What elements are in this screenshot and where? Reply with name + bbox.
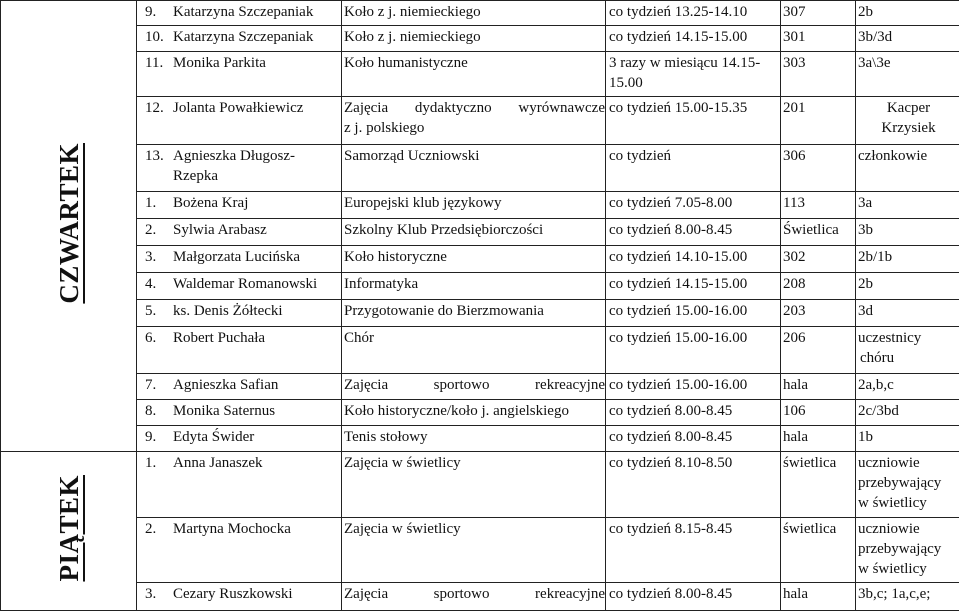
teacher-cell [137,326,342,373]
teacher-cell [137,451,342,518]
room-cell: 203 [781,299,856,326]
group-cell: 3b/3d [856,25,959,51]
room-cell: 307 [781,1,856,26]
teacher-cell [137,373,342,399]
group-cell: 3a\3e [856,51,959,96]
table-row [1,373,959,399]
group-line: chóru [860,349,895,366]
teacher-name: Agnieszka Safian [173,376,279,393]
teacher-name-line: Rzepka [173,167,218,184]
group-cell: 3b,c; 1a,c,e; [856,582,959,610]
teacher-name: ks. Denis Żółtecki [173,302,283,319]
activity-cell [342,373,606,399]
activity-cell: Zajęcia w świetlicy [342,451,606,518]
room-cell: Świetlica [781,218,856,245]
time-cell: co tydzień 15.00-16.00 [606,373,781,399]
day-cell-friday [1,451,137,610]
teacher-cell [137,51,342,96]
group-cell: 2b [856,1,959,26]
activity-cell [342,582,606,610]
room-cell: 106 [781,399,856,425]
teacher-cell [137,299,342,326]
room-cell: 302 [781,245,856,272]
group-line: uczestnicy [858,329,922,346]
row-number: 8. [145,402,157,419]
teacher-cell [137,218,342,245]
table-row [1,582,959,610]
group-cell: 3d [856,299,959,326]
time-cell: co tydzień 14.15-15.00 [606,272,781,299]
table-row [1,451,959,518]
row-number: 2. [145,521,157,538]
group-cell [856,451,959,518]
activity-line: Zajęcia dydaktyczno wyrównawcze [344,99,605,116]
room-cell: świetlica [781,451,856,518]
table-row [1,245,959,272]
table-row [1,96,959,144]
room-cell: hala [781,582,856,610]
time-cell: co tydzień 8.00-8.45 [606,218,781,245]
table-row [1,1,959,26]
time-line: 3 razy w miesiącu 14.15- [609,54,761,71]
group-cell [856,96,959,144]
row-number: 9. [145,4,157,20]
group-line: uczniowie [858,521,920,538]
activity-cell: Koło z j. niemieckiego [342,25,606,51]
table-row [1,425,959,451]
teacher-name: Waldemar Romanowski [173,275,318,292]
row-number: 1. [145,454,157,471]
time-cell: co tydzień 8.00-8.45 [606,399,781,425]
table-row [1,518,959,583]
teacher-cell [137,425,342,451]
time-cell: co tydzień 13.25-14.10 [606,1,781,26]
table-row [1,25,959,51]
teacher-name: Monika Saternus [173,402,276,419]
row-number: 10. [145,28,164,45]
teacher-cell [137,144,342,192]
row-number: 1. [145,195,157,212]
group-cell: 2c/3bd [856,399,959,425]
room-cell: świetlica [781,518,856,583]
group-cell: 2a,b,c [856,373,959,399]
row-number: 4. [145,275,157,292]
row-number: 6. [145,329,157,346]
time-cell: co tydzień 14.15-15.00 [606,25,781,51]
teacher-name: Katarzyna Szczepaniak [173,4,314,20]
activity-cell [342,96,606,144]
day-label-friday: PIĄTEK [53,474,84,582]
teacher-name: Bożena Kraj [173,195,249,212]
teacher-name-line: Agnieszka Długosz- [173,147,296,164]
group-line: przebywający [858,474,942,491]
teacher-name: Jolanta Powałkiewicz [173,99,304,116]
teacher-name: Cezary Ruszkowski [173,585,293,602]
activity-cell: Samorząd Uczniowski [342,144,606,192]
room-cell: hala [781,373,856,399]
day-cell-thursday [1,1,137,452]
teacher-cell [137,518,342,583]
row-number: 12. [145,99,164,116]
teacher-cell [137,25,342,51]
activity-text: Zajęcia sportowo rekreacyjne [344,376,605,393]
activity-cell: Chór [342,326,606,373]
group-cell: 2b/1b [856,245,959,272]
row-number: 11. [145,54,164,71]
group-line: przebywający [858,541,942,558]
row-number: 9. [145,428,157,445]
group-cell [856,518,959,583]
teacher-cell [137,245,342,272]
teacher-name: Martyna Mochocka [173,521,291,538]
teacher-name: Monika Parkita [173,54,266,71]
activity-cell: Przygotowanie do Bierzmowania [342,299,606,326]
row-number: 5. [145,302,157,319]
table-row [1,399,959,425]
time-cell: co tydzień 8.00-8.45 [606,582,781,610]
row-number: 13. [145,147,164,164]
day-label-thursday: CZWARTEK [53,142,84,304]
teacher-name: Edyta Świder [173,428,255,445]
time-cell: co tydzień 8.15-8.45 [606,518,781,583]
teacher-name: Robert Puchała [173,329,266,346]
room-cell: hala [781,425,856,451]
teacher-name [173,146,295,186]
group-cell: 2b [856,272,959,299]
time-line: 15.00 [609,74,643,91]
time-cell: co tydzień [606,144,781,192]
time-cell: co tydzień 8.00-8.45 [606,425,781,451]
teacher-name: Katarzyna Szczepaniak [173,28,314,45]
teacher-name: Małgorzata Lucińska [173,248,301,265]
group-line: Krzysiek [881,119,936,136]
activity-cell: Europejski klub językowy [342,192,606,218]
time-cell: co tydzień 15.00-16.00 [606,326,781,373]
teacher-cell [137,192,342,218]
room-cell: 303 [781,51,856,96]
activity-cell: Koło historyczne [342,245,606,272]
time-cell: co tydzień 15.00-16.00 [606,299,781,326]
row-number: 7. [145,376,157,393]
table-row [1,218,959,245]
table-row [1,299,959,326]
row-number: 3. [145,248,157,265]
activity-cell: Tenis stołowy [342,425,606,451]
activity-cell: Informatyka [342,272,606,299]
room-cell: 201 [781,96,856,144]
activity-cell: Koło z j. niemieckiego [342,1,606,26]
group-line: w świetlicy [858,494,927,511]
teacher-cell [137,399,342,425]
room-cell: 113 [781,192,856,218]
teacher-cell [137,1,342,26]
room-cell: 306 [781,144,856,192]
table-row [1,144,959,192]
group-line: w świetlicy [858,561,927,578]
table-row [1,192,959,218]
room-cell: 301 [781,25,856,51]
group-line: Kacper [886,99,931,116]
time-cell: co tydzień 8.10-8.50 [606,451,781,518]
group-line: uczniowie [858,454,920,471]
row-number: 2. [145,221,157,238]
room-cell: 206 [781,326,856,373]
group-cell: członkowie [856,144,959,192]
row-number: 3. [145,585,157,602]
table-row [1,51,959,96]
teacher-cell [137,272,342,299]
teacher-name: Sylwia Arabasz [173,221,267,238]
group-cell: 3b [856,218,959,245]
time-cell: co tydzień 14.10-15.00 [606,245,781,272]
teacher-name: Anna Janaszek [173,454,263,471]
activity-cell: Zajęcia w świetlicy [342,518,606,583]
group-cell: 3a [856,192,959,218]
room-cell: 208 [781,272,856,299]
table-row [1,326,959,373]
activity-cell: Koło humanistyczne [342,51,606,96]
teacher-cell [137,582,342,610]
table-row [1,272,959,299]
time-cell [606,51,781,96]
time-cell: co tydzień 7.05-8.00 [606,192,781,218]
activity-cell: Koło historyczne/koło j. angielskiego [342,399,606,425]
activity-line: z j. polskiego [344,119,425,136]
activity-text: Zajęcia sportowo rekreacyjne [344,585,605,602]
group-cell: 1b [856,425,959,451]
group-cell [856,326,959,373]
teacher-cell [137,96,342,144]
activity-cell: Szkolny Klub Przedsiębiorczości [342,218,606,245]
time-cell: co tydzień 15.00-15.35 [606,96,781,144]
